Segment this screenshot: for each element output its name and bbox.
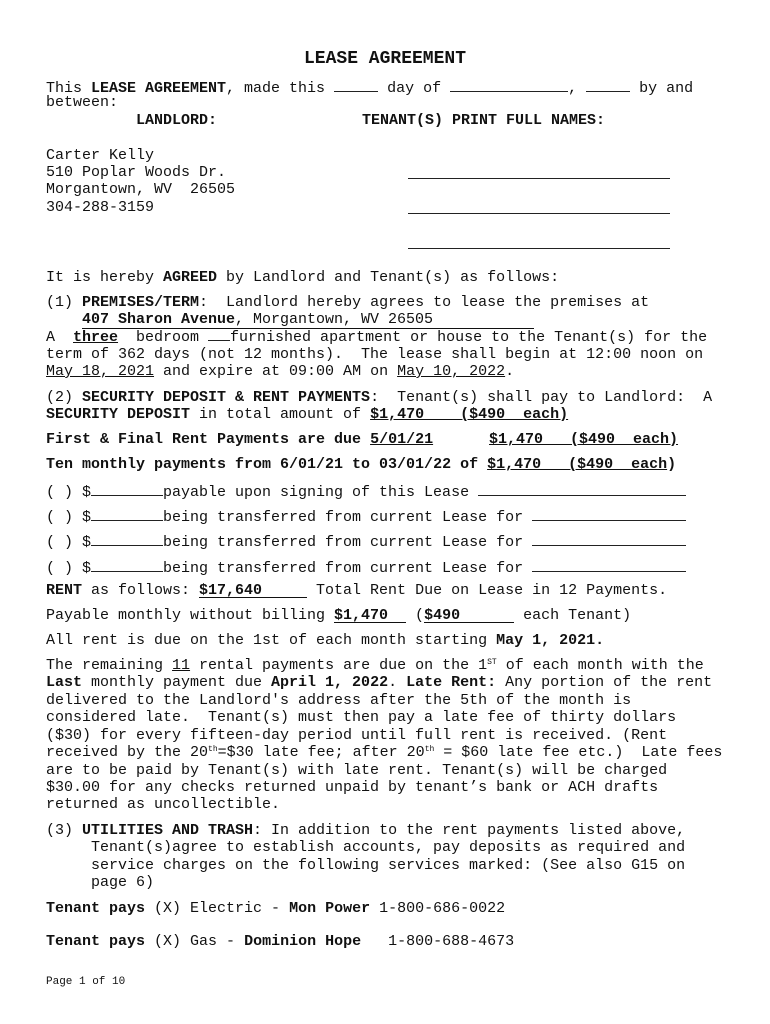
payment-row [46,481,686,501]
ten-monthly-line [46,456,676,473]
utilities-text: : In addition to the rent payments listed above, [253,822,686,839]
deposit-text: : Tenant(s) shall pay to Landlord: A [370,389,713,406]
first-final-amount: $1,470 ($490 each) [489,431,679,448]
payment-row-text: being transferred from current Lease for [163,534,533,551]
page-number: Page 1 of 10 [46,976,126,988]
day-blank[interactable] [334,77,378,92]
service-type: Gas - [190,933,245,950]
agreed-text: It is hereby [46,269,164,286]
year-blank[interactable] [586,77,630,92]
first-final-date: 5/01/21 [370,431,434,448]
section-number: (3) [46,822,83,839]
checkbox-prefix[interactable]: ( ) $ [46,484,92,501]
last-term: Last [46,674,83,691]
service-gas [46,933,514,950]
deposit-amount: $1,470 ($490 each) [370,406,569,423]
payment-row-text: being transferred from current Lease for [163,560,533,577]
rent-label: RENT [46,582,83,599]
per-tenant-amount: $490 [424,607,514,623]
payer: Tenant pays [46,900,146,917]
due-text: All rent is due on the 1st of each month starting [46,632,497,649]
payment-row [46,506,686,526]
payment-row [46,557,686,577]
remaining-line-9: returned as uncollectible. [46,796,281,813]
ten-monthly-amount: $1,470 ($490 each [487,456,668,473]
landlord-header: LANDLORD: [136,112,218,129]
remaining-line-2 [46,674,712,691]
intro-text: , made this [226,80,335,97]
detail-blank[interactable] [532,506,686,521]
remaining-text: . [388,674,407,691]
remaining-line-7: are to be paid by Tenant(s) with late rent. Tenant(s) will be charged [46,762,668,779]
premises-text: and expire at 09:00 AM on [154,363,398,380]
amount-blank[interactable] [91,506,163,521]
service-phone: 1-800-686-0022 [370,900,506,917]
payment-row-text: being transferred from current Lease for [163,509,533,526]
payable-line [46,607,631,624]
address-city: , Morgantown, WV 26505 [235,311,434,328]
premises-text: . [505,363,515,380]
agreed-text: by Landlord and Tenant(s) as follows: [217,269,560,286]
premises-line-1 [46,294,649,311]
remaining-text: The remaining [46,657,173,674]
premises-text: bedroom [118,329,209,346]
remaining-line-8: $30.00 for any checks returned unpaid by tenant’s bank or ACH drafts [46,779,659,796]
remaining-count: 11 [172,657,191,674]
payable-text: Payable monthly without billing [46,607,335,624]
remaining-text: received by the 20 [46,744,209,761]
agreed-line [46,269,559,286]
lease-agreement-term: LEASE AGREEMENT [91,80,227,97]
intro-line-2: between: [46,94,119,111]
amount-blank[interactable] [91,557,163,572]
remaining-text: rental payments are due on the 1 [190,657,488,674]
section-number: (2) [46,389,83,406]
intro-text: by and [630,80,694,97]
security-deposit-term: SECURITY DEPOSIT [46,406,191,423]
rent-start-date: May 1, 2021. [496,632,605,649]
utilities-line-2: Tenant(s)agree to establish accounts, pay deposits as required and [91,839,686,856]
payable-text: each Tenant) [514,607,632,624]
tenant-name-line-1[interactable] [408,178,670,179]
first-final-amount-wrap [489,431,678,448]
lease-end-date: May 10, 2022 [397,363,506,380]
ten-monthly-label: Ten monthly payments from 6/01/21 to 03/01/22 of [46,456,488,473]
landlord-city: Morgantown, WV 26505 [46,181,236,198]
amount-blank[interactable] [91,481,163,496]
deposit-line-2 [46,406,568,423]
document-title: LEASE AGREEMENT [303,49,467,69]
rent-text: Total Rent Due on Lease in 12 Payments. [307,582,668,599]
amount-blank[interactable] [91,531,163,546]
service-checkbox[interactable]: (X) [145,900,191,917]
remaining-text: of each month with the [496,657,704,674]
checkbox-prefix[interactable]: ( ) $ [46,560,92,577]
premises-line-5 [46,363,514,380]
payable-text: ( [406,607,425,624]
intro-text: , [568,80,587,97]
premises-address [82,311,534,329]
section-number: (1) [46,294,83,311]
payer: Tenant pays [46,933,146,950]
intro-line [46,77,693,97]
furnished-blank[interactable] [208,328,230,341]
first-final-label: First & Final Rent Payments are due [46,431,371,448]
deposit-heading: SECURITY DEPOSIT & RENT PAYMENTS [82,389,371,406]
service-provider: Dominion Hope [244,933,362,950]
remaining-text: =$30 late fee; after 20 [217,744,425,761]
tenants-header: TENANT(S) PRINT FULL NAMES: [362,112,606,129]
bedroom-count: three [73,329,119,346]
remaining-line-5: ($30) for every fifteen-day period until full rent is received. (Rent [46,727,668,744]
intro-text: day of [378,80,451,97]
premises-line-4: term of 362 days (not 12 months). The lease shall begin at 12:00 noon on [46,346,704,363]
detail-blank[interactable] [532,531,686,546]
superscript: ST [487,658,497,667]
address-street: 407 Sharon Avenue [82,311,236,328]
service-provider: Mon Power [289,900,371,917]
remaining-line-6 [46,744,722,761]
utilities-line-3: service charges on the following services marked: (See also G15 on [91,857,686,874]
deposit-text: in total amount of [190,406,371,423]
intro-text: This [46,80,92,97]
detail-blank[interactable] [532,557,686,572]
remaining-line-4: considered late. Tenant(s) must then pay a late fee of thirty dollars [46,709,677,726]
remaining-line-3: delivered to the Landlord's address after the 5th of the month is [46,692,632,709]
lease-start-date: May 18, 2021 [46,363,155,380]
premises-line-3 [46,328,707,346]
landlord-street: 510 Poplar Woods Dr. [46,164,227,181]
last-payment-date: April 1, 2022 [271,674,389,691]
total-rent-amount: $17,640 [199,582,307,598]
superscript: th [424,745,435,754]
premises-text: A [46,329,74,346]
checkbox-prefix[interactable]: ( ) $ [46,534,92,551]
utilities-line-1 [46,822,685,839]
payment-row [46,531,686,551]
service-checkbox[interactable]: (X) [145,933,191,950]
premises-text: : Landlord hereby agrees to lease the premises at [199,294,650,311]
tenant-name-line-2[interactable] [408,213,670,214]
service-phone: 1-800-688-4673 [361,933,515,950]
utilities-heading: UTILITIES AND TRASH [82,822,254,839]
remaining-text: Any portion of the rent [496,674,713,691]
premises-text: furnished apartment or house to the Tenant(s) for the [230,329,708,346]
superscript: th [208,745,218,754]
late-rent-term: Late Rent: [406,674,497,691]
monthly-amount: $1,470 [334,607,406,623]
tenant-name-line-3[interactable] [408,248,670,249]
service-type: Electric - [190,900,290,917]
service-electric [46,900,505,917]
payment-row-text: payable upon signing of this Lease [163,484,479,501]
rent-line [46,582,667,599]
detail-blank[interactable] [478,481,686,496]
month-blank[interactable] [450,77,568,92]
ten-monthly-close: ) [667,456,677,473]
landlord-name: Carter Kelly [46,147,155,164]
first-final-line [46,431,433,448]
deposit-line-1 [46,389,712,406]
remaining-text: monthly payment due [82,674,272,691]
remaining-line-1 [46,657,704,674]
utilities-line-4: page 6) [91,874,155,891]
checkbox-prefix[interactable]: ( ) $ [46,509,92,526]
due-line [46,632,604,649]
landlord-phone: 304-288-3159 [46,199,155,216]
rent-text: as follows: [82,582,200,599]
remaining-text: = $60 late fee etc.) Late fees [434,744,723,761]
agreed-term: AGREED [163,269,218,286]
premises-heading: PREMISES/TERM [82,294,200,311]
